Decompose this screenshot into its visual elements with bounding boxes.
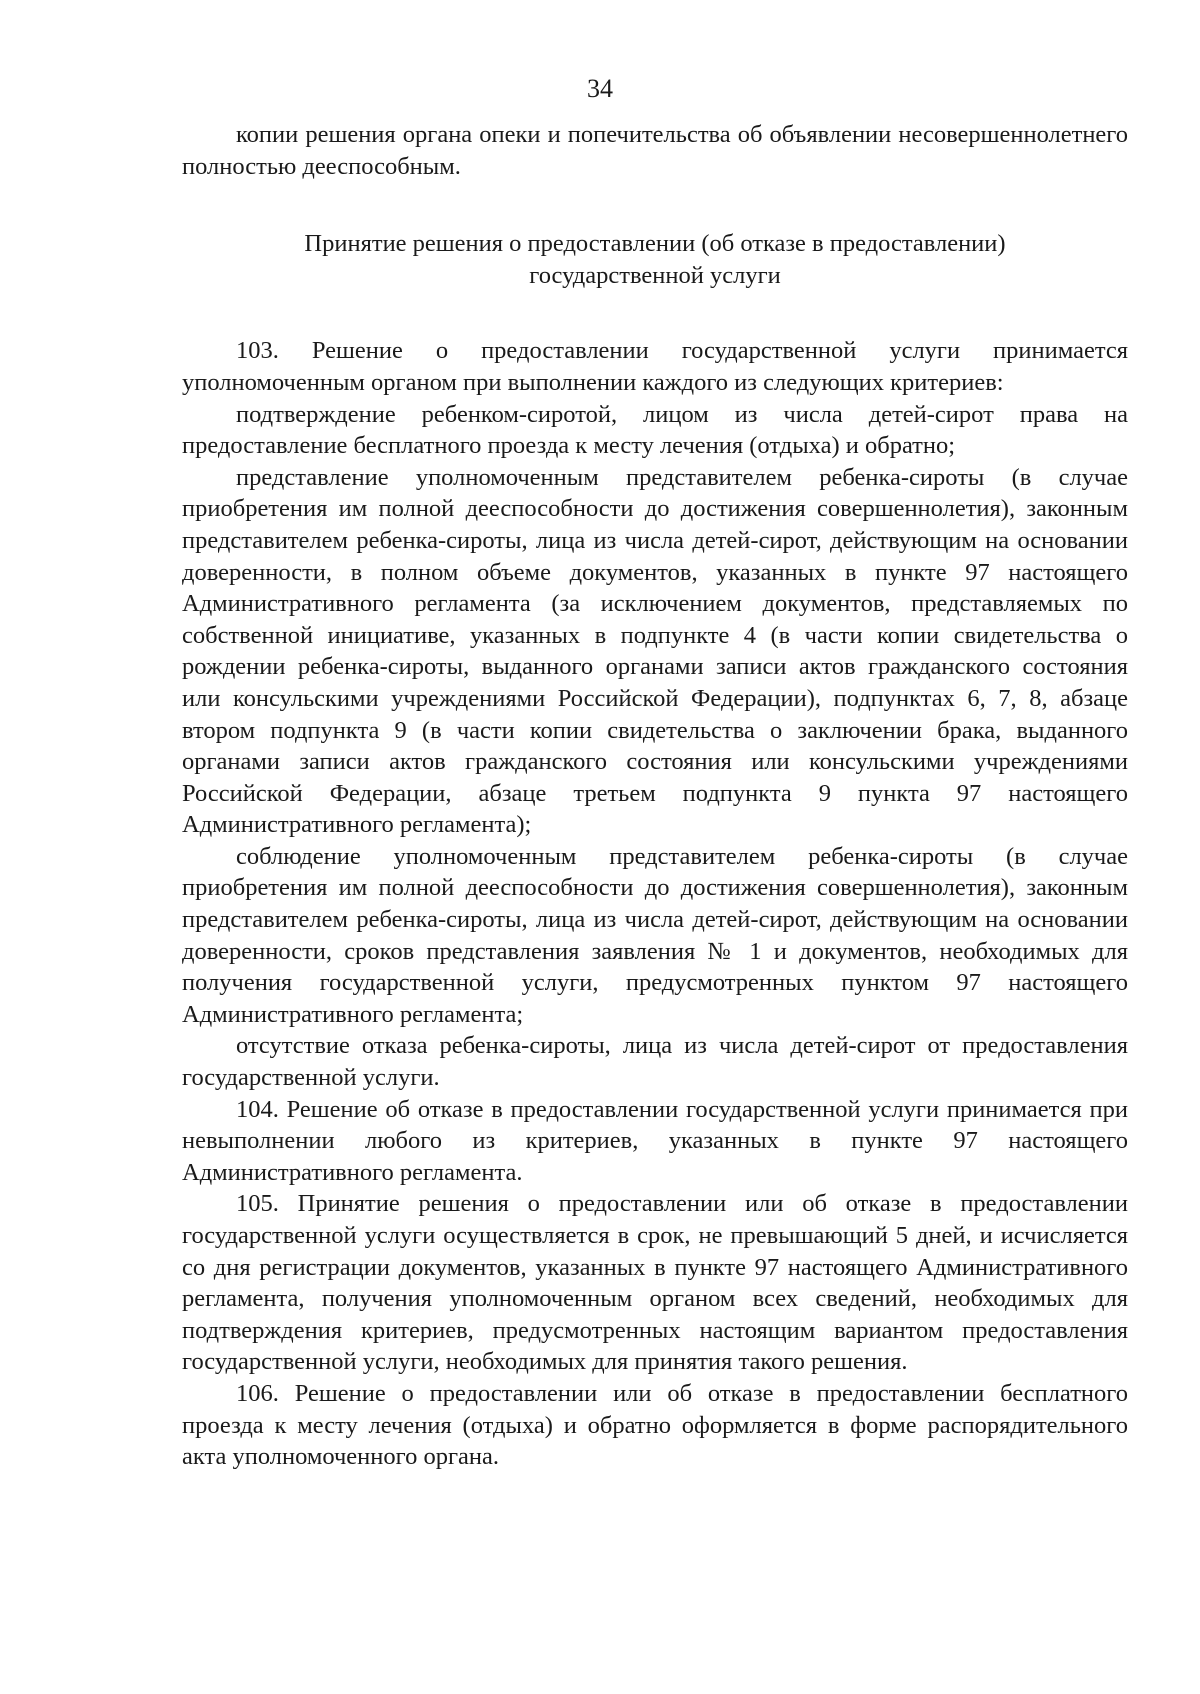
paragraph-105: 105. Принятие решения о предоставлении или об отказе в предоставлении государственной услуги осуществляется в срок, не превышающий 5 дней, и исчисляется со дня регистрации документов, указанных в пункте 97 настоящего Административного регламента, получения уполномоченным органом всех сведений, необходимых для подтверждения критериев, предусмотренных настоящим вариантом предоставления государственной услуги, необходимых для принятия такого решения. <box>182 1190 1128 1376</box>
paragraph-104: 104. Решение об отказе в предоставлении государственной услуги принимается при невыполнении любого из критериев, указанных в пункте 97 настоящего Административного регламента. <box>182 1095 1128 1186</box>
criterion-documents: представление уполномоченным представителем ребенка-сироты (в случае приобретения им полной дееспособности до достижения совершеннолетия), законным представителем ребенка-сироты, лица из числа детей-сирот, действующим на основании доверенности, в полном объеме документов, указанных в пункте 97 настоящего Административного регламента (за исключением документов, представляемых по собственной инициативе, указанных в подпункте 4 (в части копии свидетельства о рождении ребенка-сироты, выданного органами записи актов гражданского состояния или консульскими учреждениями Российской Федерации), подпунктах 6, 7, 8, абзаце втором подпункта 9 (в части копии свидетельства о заключении брака, выданного органами записи актов гражданского состояния или консульскими учреждениями Российской Федерации, абзаце третьем подпункта 9 пункта 97 настоящего Административного регламента); <box>182 463 1128 839</box>
document-body <box>182 119 1128 1473</box>
paragraph-106: 106. Решение о предоставлении или об отказе в предоставлении бесплатного проезда к месту лечения (отдыха) и обратно оформляется в форме распорядительного акта уполномоченного органа. <box>182 1379 1128 1471</box>
section-heading <box>182 228 1128 291</box>
section-heading-line-1: Принятие решения о предоставлении (об отказе в предоставлении) <box>304 230 1006 258</box>
criterion-no-refusal: отсутствие отказа ребенка-сироты, лица из числа детей-сирот от предоставления государственной услуги. <box>182 1032 1128 1092</box>
page-number: 34 <box>587 74 613 103</box>
paragraph-103: 103. Решение о предоставлении государственной услуги принимается уполномоченным органом при выполнении каждого из следующих критериев: <box>182 337 1128 396</box>
intro-paragraph: копии решения органа опеки и попечительства об объявлении несовершеннолетнего полностью дееспособным. <box>182 121 1128 180</box>
criterion-confirmation: подтверждение ребенком-сиротой, лицом из числа детей-сирот права на предоставление бесплатного проезда к месту лечения (отдыха) и обратно; <box>182 400 1128 460</box>
section-heading-line-2: государственной услуги <box>529 261 781 289</box>
criterion-deadlines: соблюдение уполномоченным представителем ребенка-сироты (в случае приобретения им полной дееспособности до достижения совершеннолетия), законным представителем ребенка-сироты, лица из числа детей-сирот, действующим на основании доверенности, сроков представления заявления № 1 и документов, необходимых для получения государственной услуги, предусмотренных пунктом 97 настоящего Административного регламента; <box>182 842 1128 1028</box>
